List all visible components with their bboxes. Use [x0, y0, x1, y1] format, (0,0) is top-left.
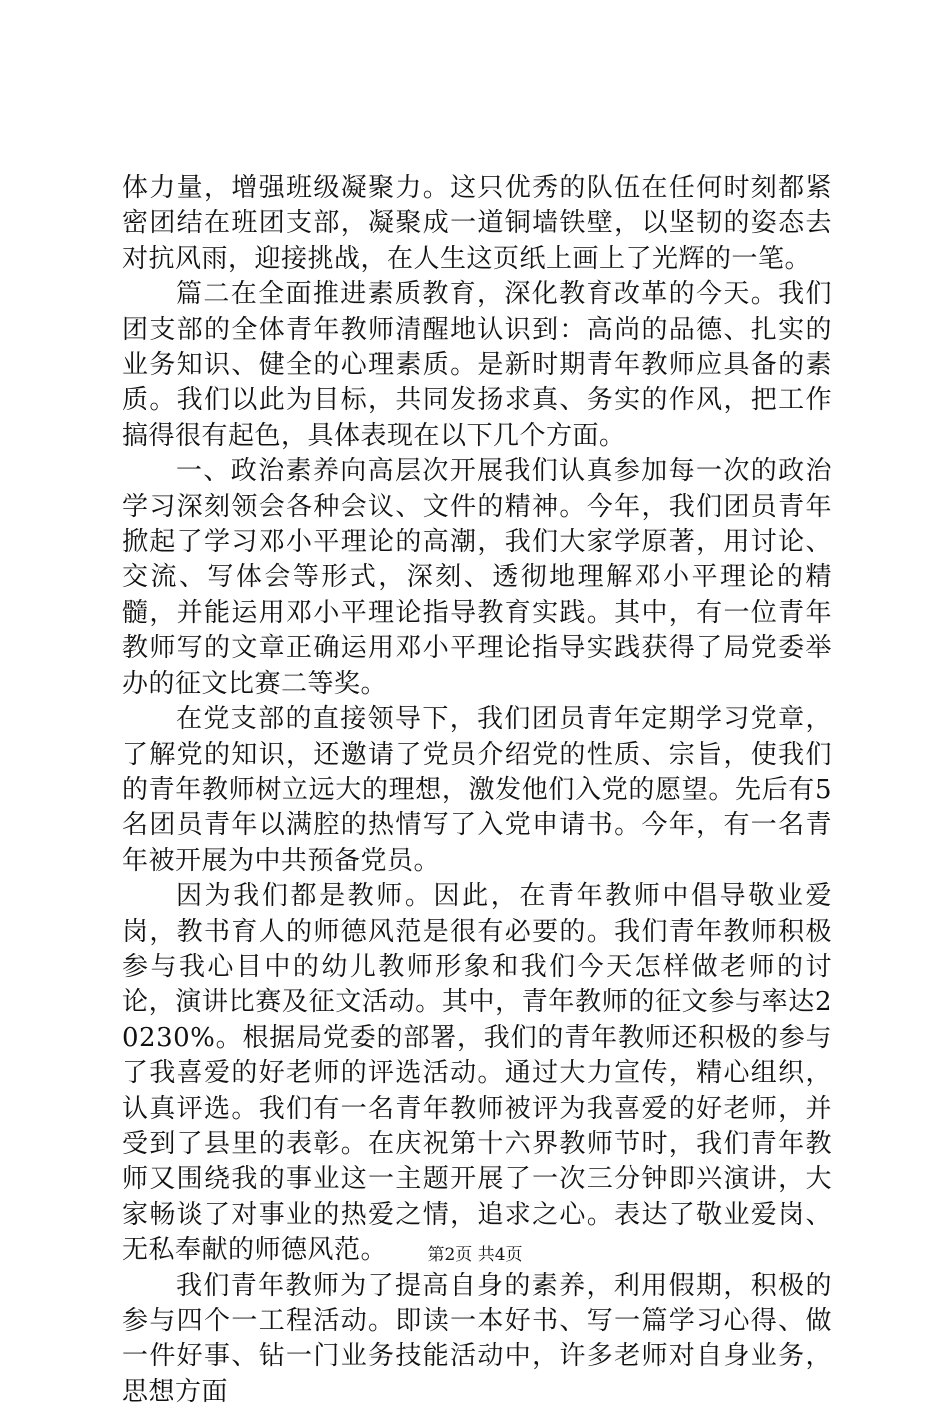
- document-body: [122, 171, 832, 1410]
- paragraph-teacher-ethics: 因为我们都是教师。因此，在青年教师中倡导敬业爱岗，教书育人的师德风范是很有必要的。我们青年教师积极参与我心目中的幼儿教师形象和我们今天怎样做老师的讨论，演讲比赛及征文活动。其中，青年教师的征文参与率达20230%。根据局党委的部署，我们的青年教师还积极的参与了我喜爱的好老师的评选活动。通过大力宣传，精心组织，认真评选。我们有一名青年教师被评为我喜爱的好老师，并受到了县里的表彰。在庆祝第十六界教师节时，我们青年教师又围绕我的事业这一主题开展了一次三分钟即兴演讲，大家畅谈了对事业的热爱之情，追求之心。表达了敬业爱岗、无私奉献的师德风范。: [122, 881, 832, 1266]
- paragraph-party-branch: 在党支部的直接领导下，我们团员青年定期学习党章，了解党的知识，还邀请了党员介绍党的性质、宗旨，使我们的青年教师树立远大的理想，激发他们入党的愿望。先后有5名团员青年以满腔的热情写了入党申请书。今年，有一名青年被开展为中共预备党员。: [122, 704, 832, 876]
- paragraph-self-improvement: 我们青年教师为了提高自身的素养，利用假期，积极的参与四个一工程活动。即读一本好书、写一篇学习心得、做一件好事、钻一门业务技能活动中，许多老师对自身业务，思想方面: [122, 1270, 832, 1407]
- paragraph-continuation: 体力量，增强班级凝聚力。这只优秀的队伍在任何时刻都紧密团结在班团支部，凝聚成一道铜墙铁壁，以坚韧的姿态去对抗风雨，迎接挑战，在人生这页纸上画上了光辉的一笔。: [122, 173, 832, 274]
- page-number-footer: 第2页 共4页: [427, 1245, 523, 1265]
- paragraph-political-study: 一、政治素养向高层次开展我们认真参加每一次的政治学习深刻领会各种会议、文件的精神。今年，我们团员青年掀起了学习邓小平理论的高潮，我们大家学原著，用讨论、交流、写体会等形式，深刻、透彻地理解邓小平理论的精髓，并能运用邓小平理论指导教育实践。其中，有一位青年教师写的文章正确运用邓小平理论指导实践获得了局党委举办的征文比赛二等奖。: [122, 456, 832, 699]
- paragraph-intro: 篇二在全面推进素质教育，深化教育改革的今天。我们团支部的全体青年教师清醒地认识到：高尚的品德、扎实的业务知识、健全的心理素质。是新时期青年教师应具备的素质。我们以此为目标，共同发扬求真、务实的作风，把工作搞得很有起色，具体表现在以下几个方面。: [122, 279, 832, 451]
